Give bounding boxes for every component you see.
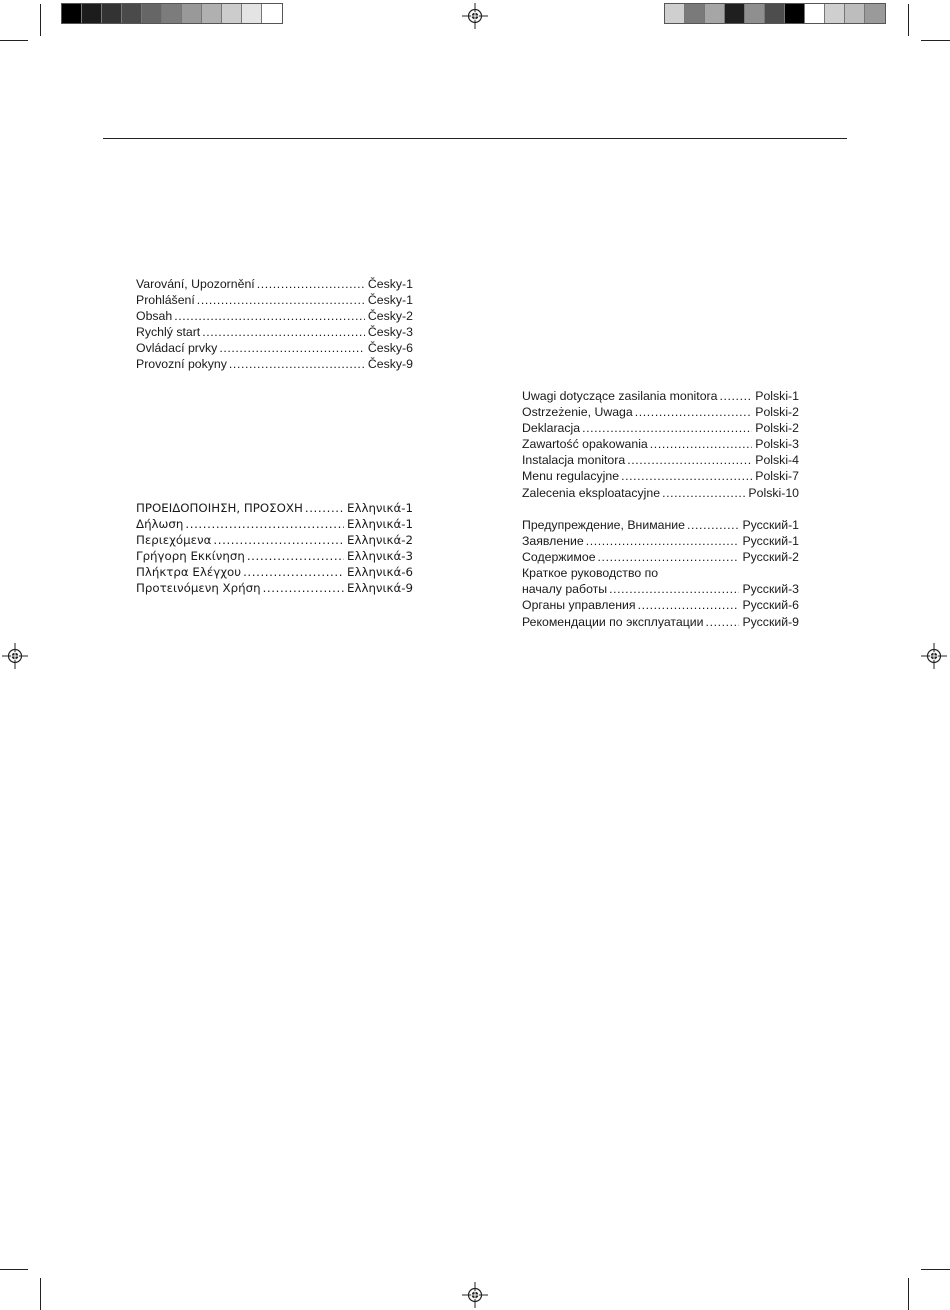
toc-entry-page: Polski-1 [755, 389, 799, 403]
toc-entry [522, 420, 799, 436]
toc-entry-page: Ελληνικά-6 [347, 565, 413, 580]
toc-entry-leader [638, 597, 740, 613]
toc-entry-label: Заявление [522, 534, 584, 549]
toc-entry-page: Polski-4 [755, 453, 799, 468]
toc-entry-page: Česky-6 [367, 341, 413, 356]
crop-mark [921, 1269, 950, 1270]
toc-entry-label: Рекомендации по эксплуатации [522, 614, 704, 629]
toc-entry-page: Polski-7 [755, 469, 799, 484]
toc-entry-page: Русский-9 [742, 614, 799, 629]
crop-mark [0, 40, 28, 41]
toc-entry [522, 388, 799, 404]
crop-mark [908, 4, 909, 36]
crop-mark [908, 1278, 909, 1310]
color-bar-right-swatch [785, 4, 805, 23]
color-bar-right-swatch [705, 4, 725, 23]
toc-entry-leader [219, 340, 365, 356]
toc-entry [136, 500, 413, 516]
toc-entry-leader [635, 404, 753, 420]
toc-entry [136, 340, 413, 356]
color-bar-left-swatch [202, 4, 222, 23]
toc-entry-label: Deklaracja [522, 421, 581, 436]
toc-entry-page: Ελληνικά-3 [347, 549, 413, 564]
toc-entry-label: Ovládací prvky [136, 341, 218, 356]
toc-entry-page: Polski-2 [755, 421, 799, 436]
color-bar-left-swatch [222, 4, 242, 23]
crop-mark [0, 1269, 28, 1270]
registration-mark-icon [2, 643, 28, 669]
toc-entry-page: Česky-3 [367, 325, 413, 340]
toc-entry-label: Provozní pokyny [136, 357, 227, 372]
toc-czech [136, 276, 413, 373]
color-bar-right-swatch [745, 4, 765, 23]
toc-entry [522, 485, 799, 501]
toc-entry-page: Česky-1 [367, 277, 413, 291]
toc-entry [522, 549, 799, 565]
toc-entry [522, 581, 799, 597]
registration-mark-icon [462, 3, 488, 29]
color-bar-right-swatch [685, 4, 705, 23]
color-bar-left-swatch [62, 4, 82, 23]
toc-entry [136, 356, 413, 372]
crop-mark [40, 1278, 41, 1310]
toc-entry [136, 292, 413, 308]
toc-entry-label: Δήλωση [136, 517, 184, 532]
toc-entry-leader [687, 517, 739, 533]
toc-entry-label: ΠΡΟΕΙΔΟΠΟΙΗΣΗ, ΠΡΟΣΟΧΗ [136, 501, 303, 515]
toc-entry-page: Česky-2 [367, 309, 413, 324]
toc-entry-leader [197, 292, 365, 308]
color-bar-left-swatch [242, 4, 262, 23]
toc-entry-leader [621, 468, 752, 484]
toc-entry-leader [229, 356, 365, 372]
toc-entry-leader [706, 614, 740, 630]
toc-entry [136, 532, 413, 548]
toc-entry-label: Предупреждение, Внимание [522, 518, 685, 532]
toc-entry-page: Русский-6 [742, 598, 799, 613]
toc-entry [136, 564, 413, 580]
toc-entry-leader [582, 420, 752, 436]
toc-entry-label: Ostrzeżenie, Uwaga [522, 405, 633, 420]
toc-entry-leader [586, 533, 740, 549]
toc-entry-label: Menu regulacyjne [522, 469, 620, 484]
toc-entry-label: Zawartość opakowania [522, 437, 648, 452]
crop-mark [40, 4, 41, 36]
toc-entry-page: Polski-3 [755, 437, 799, 452]
toc-entry-label: Πλήκτρα Ελέγχου [136, 565, 242, 580]
toc-entry-page: Česky-9 [367, 357, 413, 372]
toc-entry-leader [305, 500, 344, 516]
toc-entry [522, 565, 799, 581]
toc-entry [522, 404, 799, 420]
color-bar-right-swatch [825, 4, 845, 23]
toc-entry [136, 548, 413, 564]
toc-entry-page: Česky-1 [367, 293, 413, 308]
toc-entry-leader [627, 452, 752, 468]
toc-entry [136, 308, 413, 324]
color-bar-left-swatch [162, 4, 182, 23]
toc-entry-label: Zalecenia eksploatacyjne [522, 485, 661, 500]
color-bar-right-swatch [725, 4, 745, 23]
toc-entry [522, 614, 799, 630]
color-bar-left-swatch [142, 4, 162, 23]
color-bar-right-swatch [845, 4, 865, 23]
color-bar-left-swatch [102, 4, 122, 23]
toc-entry-label: Органы управления [522, 598, 636, 613]
toc-entry-label: Rychlý start [136, 325, 201, 340]
toc-entry [136, 276, 413, 292]
toc-entry-leader [174, 308, 365, 324]
toc-entry-page: Polski-2 [755, 405, 799, 420]
toc-entry-page: Ελληνικά-1 [347, 517, 413, 532]
toc-entry-page: Ελληνικά-1 [347, 501, 413, 515]
toc-entry-page: Polski-10 [748, 485, 799, 500]
toc-entry-label: Содержимое [522, 550, 596, 565]
toc-entry-page: Русский-3 [742, 582, 799, 597]
color-bar-left-swatch [122, 4, 142, 23]
toc-polish [522, 388, 799, 501]
header-rule [103, 138, 847, 139]
toc-entry-leader [202, 324, 365, 340]
toc-entry-leader [609, 581, 739, 597]
toc-entry [522, 517, 799, 533]
toc-entry [136, 516, 413, 532]
toc-entry-leader [263, 580, 344, 596]
toc-entry-page: Русский-1 [742, 534, 799, 549]
toc-entry-page: Русский-2 [742, 550, 799, 565]
color-bar-right-swatch [765, 4, 785, 23]
toc-entry [522, 452, 799, 468]
toc-entry-page: Русский-1 [742, 518, 799, 532]
toc-entry-label: Prohlášení [136, 293, 195, 308]
toc-entry [522, 597, 799, 613]
toc-entry-leader [650, 436, 752, 452]
color-bar-left-swatch [262, 4, 282, 23]
toc-entry [522, 468, 799, 484]
toc-entry-label: началу работы [522, 582, 608, 597]
toc-greek [136, 500, 413, 597]
toc-entry-label: Γρήγορη Εκκίνηση [136, 549, 245, 564]
color-bar-left [61, 3, 283, 24]
crop-mark [921, 40, 950, 41]
toc-entry-leader [662, 485, 745, 501]
toc-entry-page: Ελληνικά-2 [347, 533, 413, 548]
color-bar-right [664, 3, 886, 24]
toc-entry-label: Uwagi dotyczące zasilania monitora [522, 389, 718, 403]
color-bar-left-swatch [182, 4, 202, 23]
toc-entry-label: Obsah [136, 309, 173, 324]
toc-entry-leader [243, 564, 344, 580]
toc-entry-label: Περιεχόμενα [136, 533, 212, 548]
toc-russian [522, 517, 799, 630]
toc-entry-leader [257, 276, 365, 292]
toc-entry-leader [213, 532, 344, 548]
toc-entry-leader [247, 548, 344, 564]
toc-entry [522, 436, 799, 452]
toc-entry-label: Instalacja monitora [522, 453, 626, 468]
toc-entry-leader [719, 388, 752, 404]
toc-entry [522, 533, 799, 549]
toc-entry-leader [185, 516, 344, 532]
color-bar-right-swatch [665, 4, 685, 23]
toc-entry-page: Ελληνικά-9 [347, 581, 413, 596]
registration-mark-icon [921, 643, 947, 669]
toc-entry-label: Varování, Upozornění [136, 277, 255, 291]
toc-entry-leader [598, 549, 740, 565]
color-bar-right-swatch [805, 4, 825, 23]
toc-entry [136, 324, 413, 340]
toc-entry-label: Προτεινόμενη Χρήση [136, 581, 261, 596]
color-bar-left-swatch [82, 4, 102, 23]
registration-mark-icon [462, 1282, 488, 1308]
toc-entry-label: Краткое руководство по [522, 566, 659, 581]
toc-entry [136, 580, 413, 596]
color-bar-right-swatch [865, 4, 885, 23]
